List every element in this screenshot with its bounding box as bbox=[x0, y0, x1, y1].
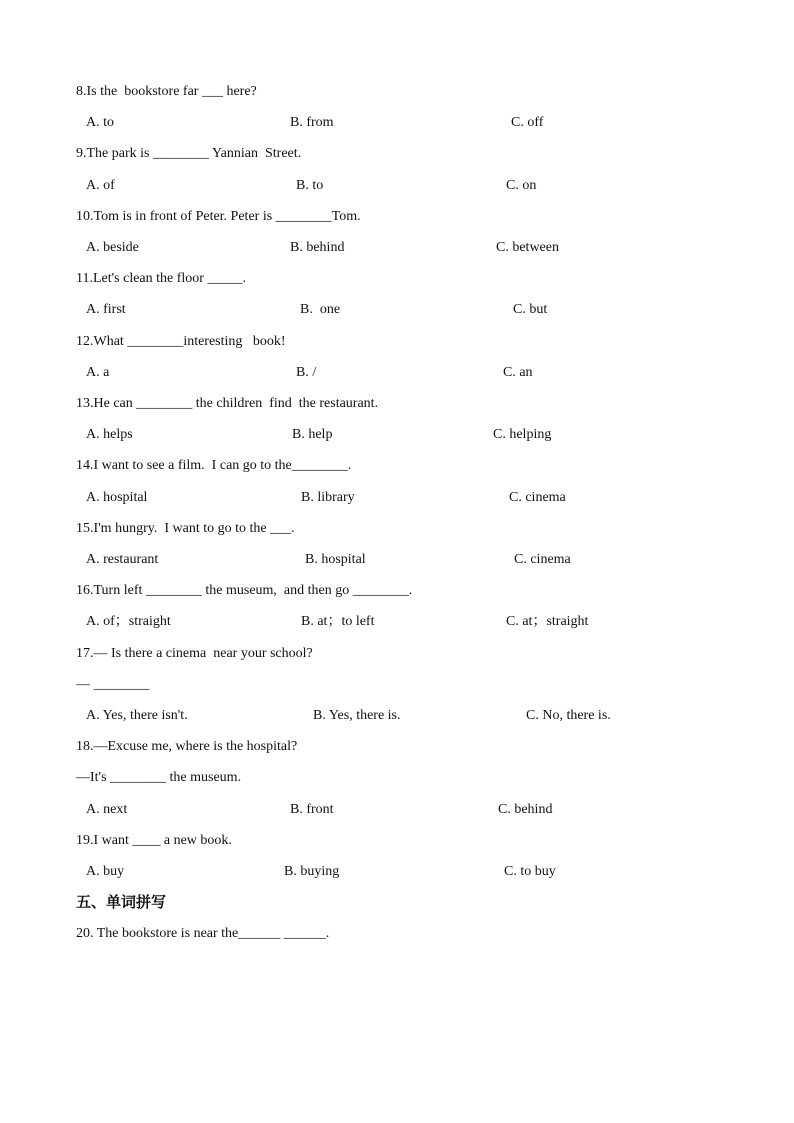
q18-option-b[interactable]: B. front bbox=[290, 802, 334, 817]
question-9: 9.The park is ________ Yannian Street. bbox=[76, 146, 302, 161]
q19-option-b[interactable]: B. buying bbox=[284, 864, 340, 879]
q17-option-b[interactable]: B. Yes, there is. bbox=[313, 708, 401, 723]
q11-option-b[interactable]: B. one bbox=[300, 302, 341, 317]
q17-answer-line: — ________ bbox=[76, 677, 150, 692]
q8-option-c[interactable]: C. off bbox=[511, 115, 544, 130]
q13-option-a[interactable]: A. helps bbox=[86, 427, 133, 442]
q12-option-c[interactable]: C. an bbox=[503, 365, 533, 380]
question-16: 16.Turn left ________ the museum, and then go ________. bbox=[76, 583, 413, 598]
q16-option-b[interactable]: B. at；to left bbox=[301, 614, 375, 629]
q13-option-b[interactable]: B. help bbox=[292, 427, 333, 442]
question-13: 13.He can ________ the children find the restaurant. bbox=[76, 396, 379, 411]
question-14: 14.I want to see a film. I can go to the________. bbox=[76, 458, 352, 473]
question-20: 20. The bookstore is near the______ ______. bbox=[76, 926, 330, 941]
q8-option-b[interactable]: B. from bbox=[290, 115, 334, 130]
q17-option-a[interactable]: A. Yes, there isn't. bbox=[86, 708, 188, 723]
q8-option-a[interactable]: A. to bbox=[86, 115, 114, 130]
question-8: 8.Is the bookstore far ___ here? bbox=[76, 84, 257, 99]
q11-option-c[interactable]: C. but bbox=[513, 302, 548, 317]
q19-option-c[interactable]: C. to buy bbox=[504, 864, 556, 879]
q14-option-a[interactable]: A. hospital bbox=[86, 490, 148, 505]
q10-option-b[interactable]: B. behind bbox=[290, 240, 345, 255]
q10-option-c[interactable]: C. between bbox=[496, 240, 559, 255]
q16-option-a[interactable]: A. of；straight bbox=[86, 614, 171, 629]
section-heading: 五、单词拼写 bbox=[76, 893, 167, 911]
question-10: 10.Tom is in front of Peter. Peter is ________Tom. bbox=[76, 209, 361, 224]
question-11: 11.Let's clean the floor _____. bbox=[76, 271, 246, 286]
q12-option-b[interactable]: B. / bbox=[296, 365, 317, 380]
q9-option-a[interactable]: A. of bbox=[86, 178, 115, 193]
question-18: 18.—Excuse me, where is the hospital? bbox=[76, 739, 298, 754]
question-15: 15.I'm hungry. I want to go to the ___. bbox=[76, 521, 295, 536]
q13-option-c[interactable]: C. helping bbox=[493, 427, 552, 442]
q9-option-b[interactable]: B. to bbox=[296, 178, 324, 193]
q16-option-c[interactable]: C. at；straight bbox=[506, 614, 589, 629]
q15-option-a[interactable]: A. restaurant bbox=[86, 552, 159, 567]
q11-option-a[interactable]: A. first bbox=[86, 302, 126, 317]
q18-answer-line: —It's ________ the museum. bbox=[76, 770, 242, 785]
q9-option-c[interactable]: C. on bbox=[506, 178, 537, 193]
q18-option-c[interactable]: C. behind bbox=[498, 802, 553, 817]
q15-option-c[interactable]: C. cinema bbox=[514, 552, 571, 567]
q14-option-c[interactable]: C. cinema bbox=[509, 490, 566, 505]
q19-option-a[interactable]: A. buy bbox=[86, 864, 125, 879]
q15-option-b[interactable]: B. hospital bbox=[305, 552, 366, 567]
q14-option-b[interactable]: B. library bbox=[301, 490, 355, 505]
question-17: 17.— Is there a cinema near your school? bbox=[76, 646, 313, 661]
q17-option-c[interactable]: C. No, there is. bbox=[526, 708, 611, 723]
q18-option-a[interactable]: A. next bbox=[86, 802, 128, 817]
q12-option-a[interactable]: A. a bbox=[86, 365, 110, 380]
question-12: 12.What ________interesting book! bbox=[76, 334, 286, 349]
q10-option-a[interactable]: A. beside bbox=[86, 240, 139, 255]
question-19: 19.I want ____ a new book. bbox=[76, 833, 232, 848]
